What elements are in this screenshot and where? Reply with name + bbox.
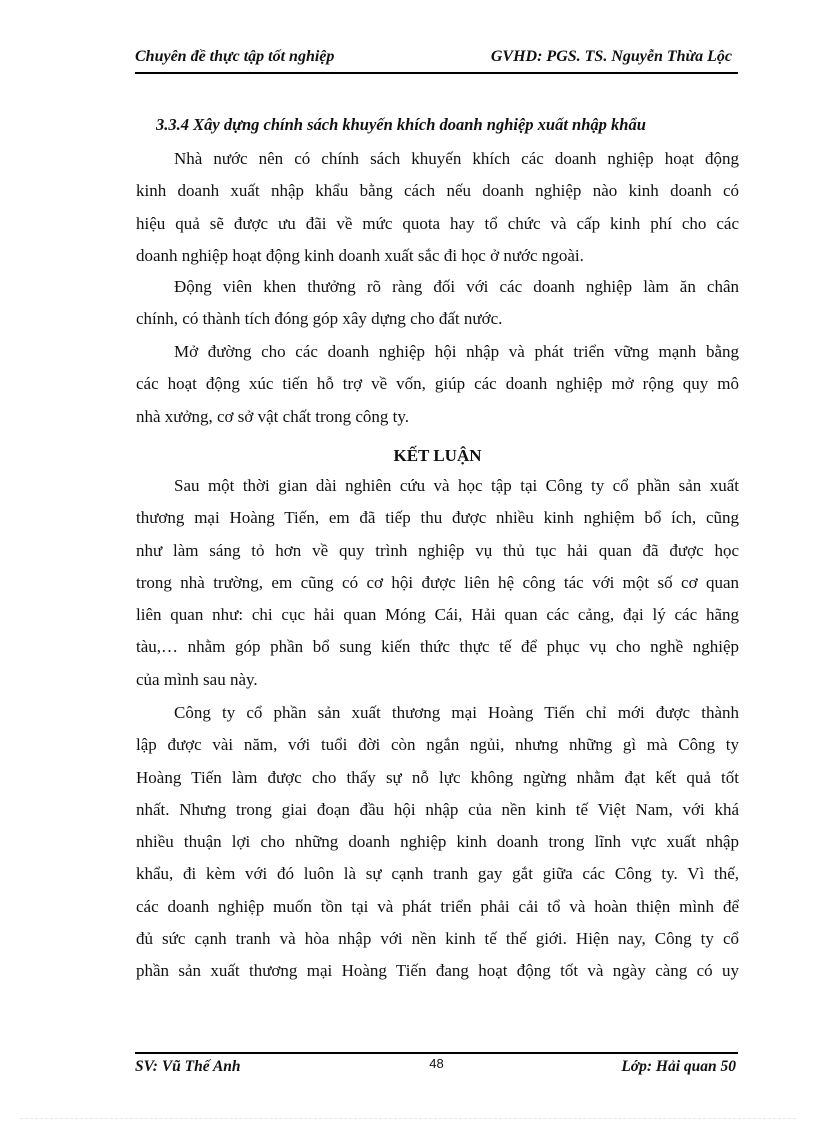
text-line: kinh doanh xuất nhập khẩu bằng cách nếu doanh nghiệp nào kinh doanh có (136, 181, 739, 201)
footer-class: Lớp: Hải quan 50 (621, 1058, 736, 1075)
text-line: liên quan như: chi cục hải quan Móng Cái, Hải quan các cảng, đại lý các hãng (136, 605, 739, 625)
footer-student-name: SV: Vũ Thế Anh (135, 1058, 241, 1075)
text-line: lập được vài năm, với tuổi đời còn ngắn ngủi, nhưng những gì mà Công ty (136, 735, 739, 755)
page-number: 48 (429, 1056, 444, 1071)
text-line: Nhà nước nên có chính sách khuyến khích các doanh nghiệp hoạt động (174, 149, 739, 168)
text-line: doanh nghiệp hoạt động kinh doanh xuất sắc đi học ở nước ngoài. (136, 245, 584, 265)
text-line: chính, có thành tích đóng góp xây dựng cho đất nước. (136, 309, 503, 329)
text-line: Sau một thời gian dài nghiên cứu và học tập tại Công ty cổ phần sản xuất (174, 476, 739, 495)
text-line: tàu,… nhằm góp phần bổ sung kiến thức thực tế để phục vụ cho nghề nghiệp (136, 637, 739, 657)
text-line: các doanh nghiệp muốn tồn tại và phát triển phải cải tổ và hoàn thiện mình để (136, 896, 739, 916)
text-line: trong nhà trường, em cũng có cơ hội được liên hệ công tác với một số cơ quan (136, 572, 739, 592)
text-line: khẩu, đi kèm với đó luôn là sự cạnh tranh gay gắt giữa các Công ty. Vì thế, (136, 864, 739, 884)
text-line: phần sản xuất thương mại Hoàng Tiến đang hoạt động tốt và ngày càng có uy (136, 961, 739, 981)
page-header (135, 48, 738, 74)
paragraph-company-outlook (136, 697, 739, 988)
text-line: thương mại Hoàng Tiến, em đã tiếp thu được nhiều kinh nghiệm bổ ích, cũng (136, 508, 739, 528)
paragraph-integration (136, 336, 739, 433)
conclusion-heading: KẾT LUẬN (393, 446, 482, 465)
text-line: các hoạt động xúc tiến hỗ trợ về vốn, giúp các doanh nghiệp mở rộng quy mô (136, 374, 739, 394)
page-footer (135, 1052, 738, 1078)
text-line: nhà xưởng, cơ sở vật chất trong công ty. (136, 406, 410, 426)
text-line: Hoàng Tiến làm được cho thấy sự nỗ lực không ngừng nhằm đạt kết quả tốt (136, 767, 739, 787)
text-line: Mở đường cho các doanh nghiệp hội nhập và phát triển vững mạnh bằng (174, 342, 739, 361)
text-line: nhiều thuận lợi cho những doanh nghiệp kinh doanh trong lĩnh vực xuất nhập (136, 832, 739, 852)
text-line: của mình sau này. (136, 669, 258, 689)
paragraph-encourage-enterprises (136, 143, 739, 272)
page-edge-divider (20, 1118, 796, 1119)
text-line: Động viên khen thưởng rõ ràng đối với các doanh nghiệp làm ăn chân (174, 277, 739, 296)
paragraph-reward (136, 271, 739, 336)
text-line: hiệu quả sẽ được ưu đãi về mức quota hay tổ chức và cấp kinh phí cho các (136, 213, 739, 233)
paragraph-conclusion-intro (136, 470, 739, 696)
text-line: đủ sức cạnh tranh và hòa nhập với nền kinh tế thế giới. Hiện nay, Công ty cổ (136, 929, 739, 949)
text-line: nhất. Nhưng trong giai đoạn đầu hội nhập của nền kinh tế Việt Nam, với khá (136, 799, 739, 819)
text-line: Công ty cổ phần sản xuất thương mại Hoàng Tiến chỉ mới được thành (174, 703, 739, 722)
section-title: 3.3.4 Xây dựng chính sách khuyến khích doanh nghiệp xuất nhập khẩu (156, 115, 646, 134)
header-supervisor: GVHD: PGS. TS. Nguyễn Thừa Lộc (490, 48, 732, 65)
header-document-title: Chuyên đề thực tập tốt nghiệp (135, 48, 335, 65)
text-line: như làm sáng tỏ hơn về quy trình nghiệp vụ thủ tục hải quan đã được học (136, 540, 739, 560)
